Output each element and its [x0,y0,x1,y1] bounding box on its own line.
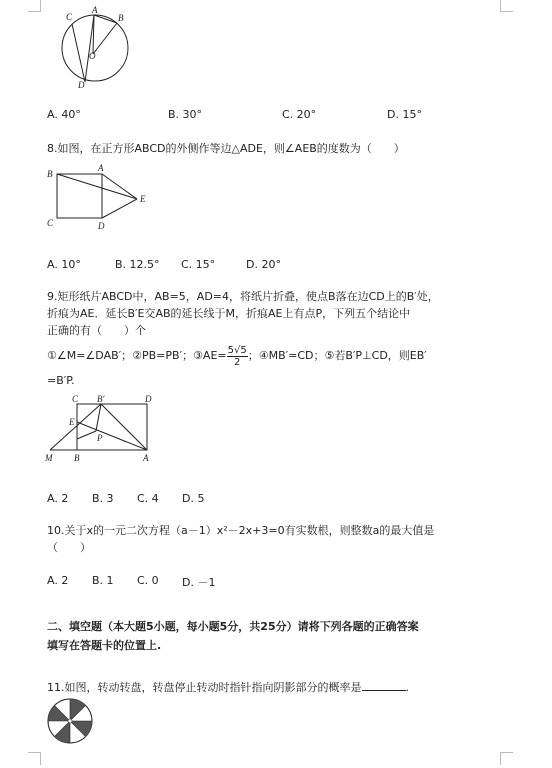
q10-option-a: A. 2 [47,574,69,587]
q9-option-b: B. 3 [92,492,114,505]
q9-label-a: A [143,453,149,463]
q7-option-c: C. 20° [282,108,317,121]
q8-option-b: B. 12.5° [115,258,160,271]
q7-label-b: B [118,13,124,23]
q8-option-a: A. 10° [47,258,81,271]
q7-option-b: B. 30° [168,108,203,121]
q9-stem-line2: 折痕为AE．延长B′E交AB的延长线于M，折痕AE上有点P，下列五个结论中 [47,307,411,320]
q9-conclusions-line2: =B′P. [47,374,75,387]
q7-label-a: A [92,5,98,15]
q9-conclusions-part2: ；④MB′=CD；⑤若B′P⊥CD，则EB′ [247,349,427,362]
q9-label-e: E [69,417,75,427]
q8-label-b: B [47,169,53,179]
q7-label-o: O [89,51,96,61]
q9-stem-line1: 9.矩形纸片ABCD中，AB=5，AD=4，将纸片折叠，使点B落在边CD上的B′处， [47,290,439,303]
q8-option-d: D. 20° [246,258,281,271]
crop-mark-top-right [500,0,513,12]
crop-mark-bottom-left [28,752,41,765]
q8-option-c: C. 15° [181,258,216,271]
q7-label-d: D [78,80,85,90]
q8-square-figure [45,163,155,234]
q7-option-d: D. 15° [387,108,422,121]
q10-option-c: C. 0 [137,574,159,587]
q10-option-d: D. －1 [182,576,216,589]
q8-label-a: A [98,163,104,173]
q9-option-a: A. 2 [47,492,69,505]
q7-label-c: C [66,12,73,22]
q9-fraction-numerator: 5√5 [227,344,247,356]
q9-label-b-prime: B′ [97,394,105,404]
q9-label-d: D [145,394,152,404]
q9-rectangle-figure [45,394,160,464]
q7-circle-figure [55,5,135,90]
q8-label-d: D [98,221,105,231]
q9-option-d: D. 5 [182,492,205,505]
q10-stem-line1: 10.关于x的一元二次方程（a－1）x²－2x+3=0有实数根，则整数a的最大值是 [47,524,435,537]
q11-stem-end: . [405,681,409,694]
section2-heading-line1: 二、填空题（本大题5小题，每小题5分，共25分）请将下列各题的正确答案 [47,620,419,633]
q9-label-m: M [45,453,53,463]
q10-stem-line2: （ ） [47,541,91,554]
q9-fraction [227,345,248,368]
q9-label-b: B [74,453,80,463]
q11-stem-text: 11.如图，转动转盘，转盘停止转动时指针指向阴影部分的概率是 [47,681,362,694]
q9-stem-line3: 正确的有（ ）个 [47,324,146,337]
q9-label-p: P [97,433,103,443]
q9-conclusions-part1: ①∠M=∠DAB′；②PB=PB′；③AE= [47,349,227,362]
q9-label-c: C [72,394,79,404]
crop-mark-top-left [28,0,41,12]
q11-stem [47,680,409,695]
q9-fraction-denominator: 2 [234,356,241,368]
crop-mark-bottom-right [500,752,513,765]
q8-label-c: C [47,218,54,228]
q8-label-e: E [140,194,146,204]
q10-option-b: B. 1 [92,574,114,587]
q9-option-c: C. 4 [137,492,159,505]
q8-stem: 8.如图，在正方形ABCD的外侧作等边△ADE，则∠AEB的度数为（ ） [47,142,405,155]
section2-heading-line2: 填写在答题卡的位置上. [47,639,162,652]
q7-option-a: A. 40° [47,108,81,121]
q11-spinner-figure [45,696,95,746]
q9-conclusions-line1 [47,344,427,368]
q11-answer-blank [362,680,406,691]
